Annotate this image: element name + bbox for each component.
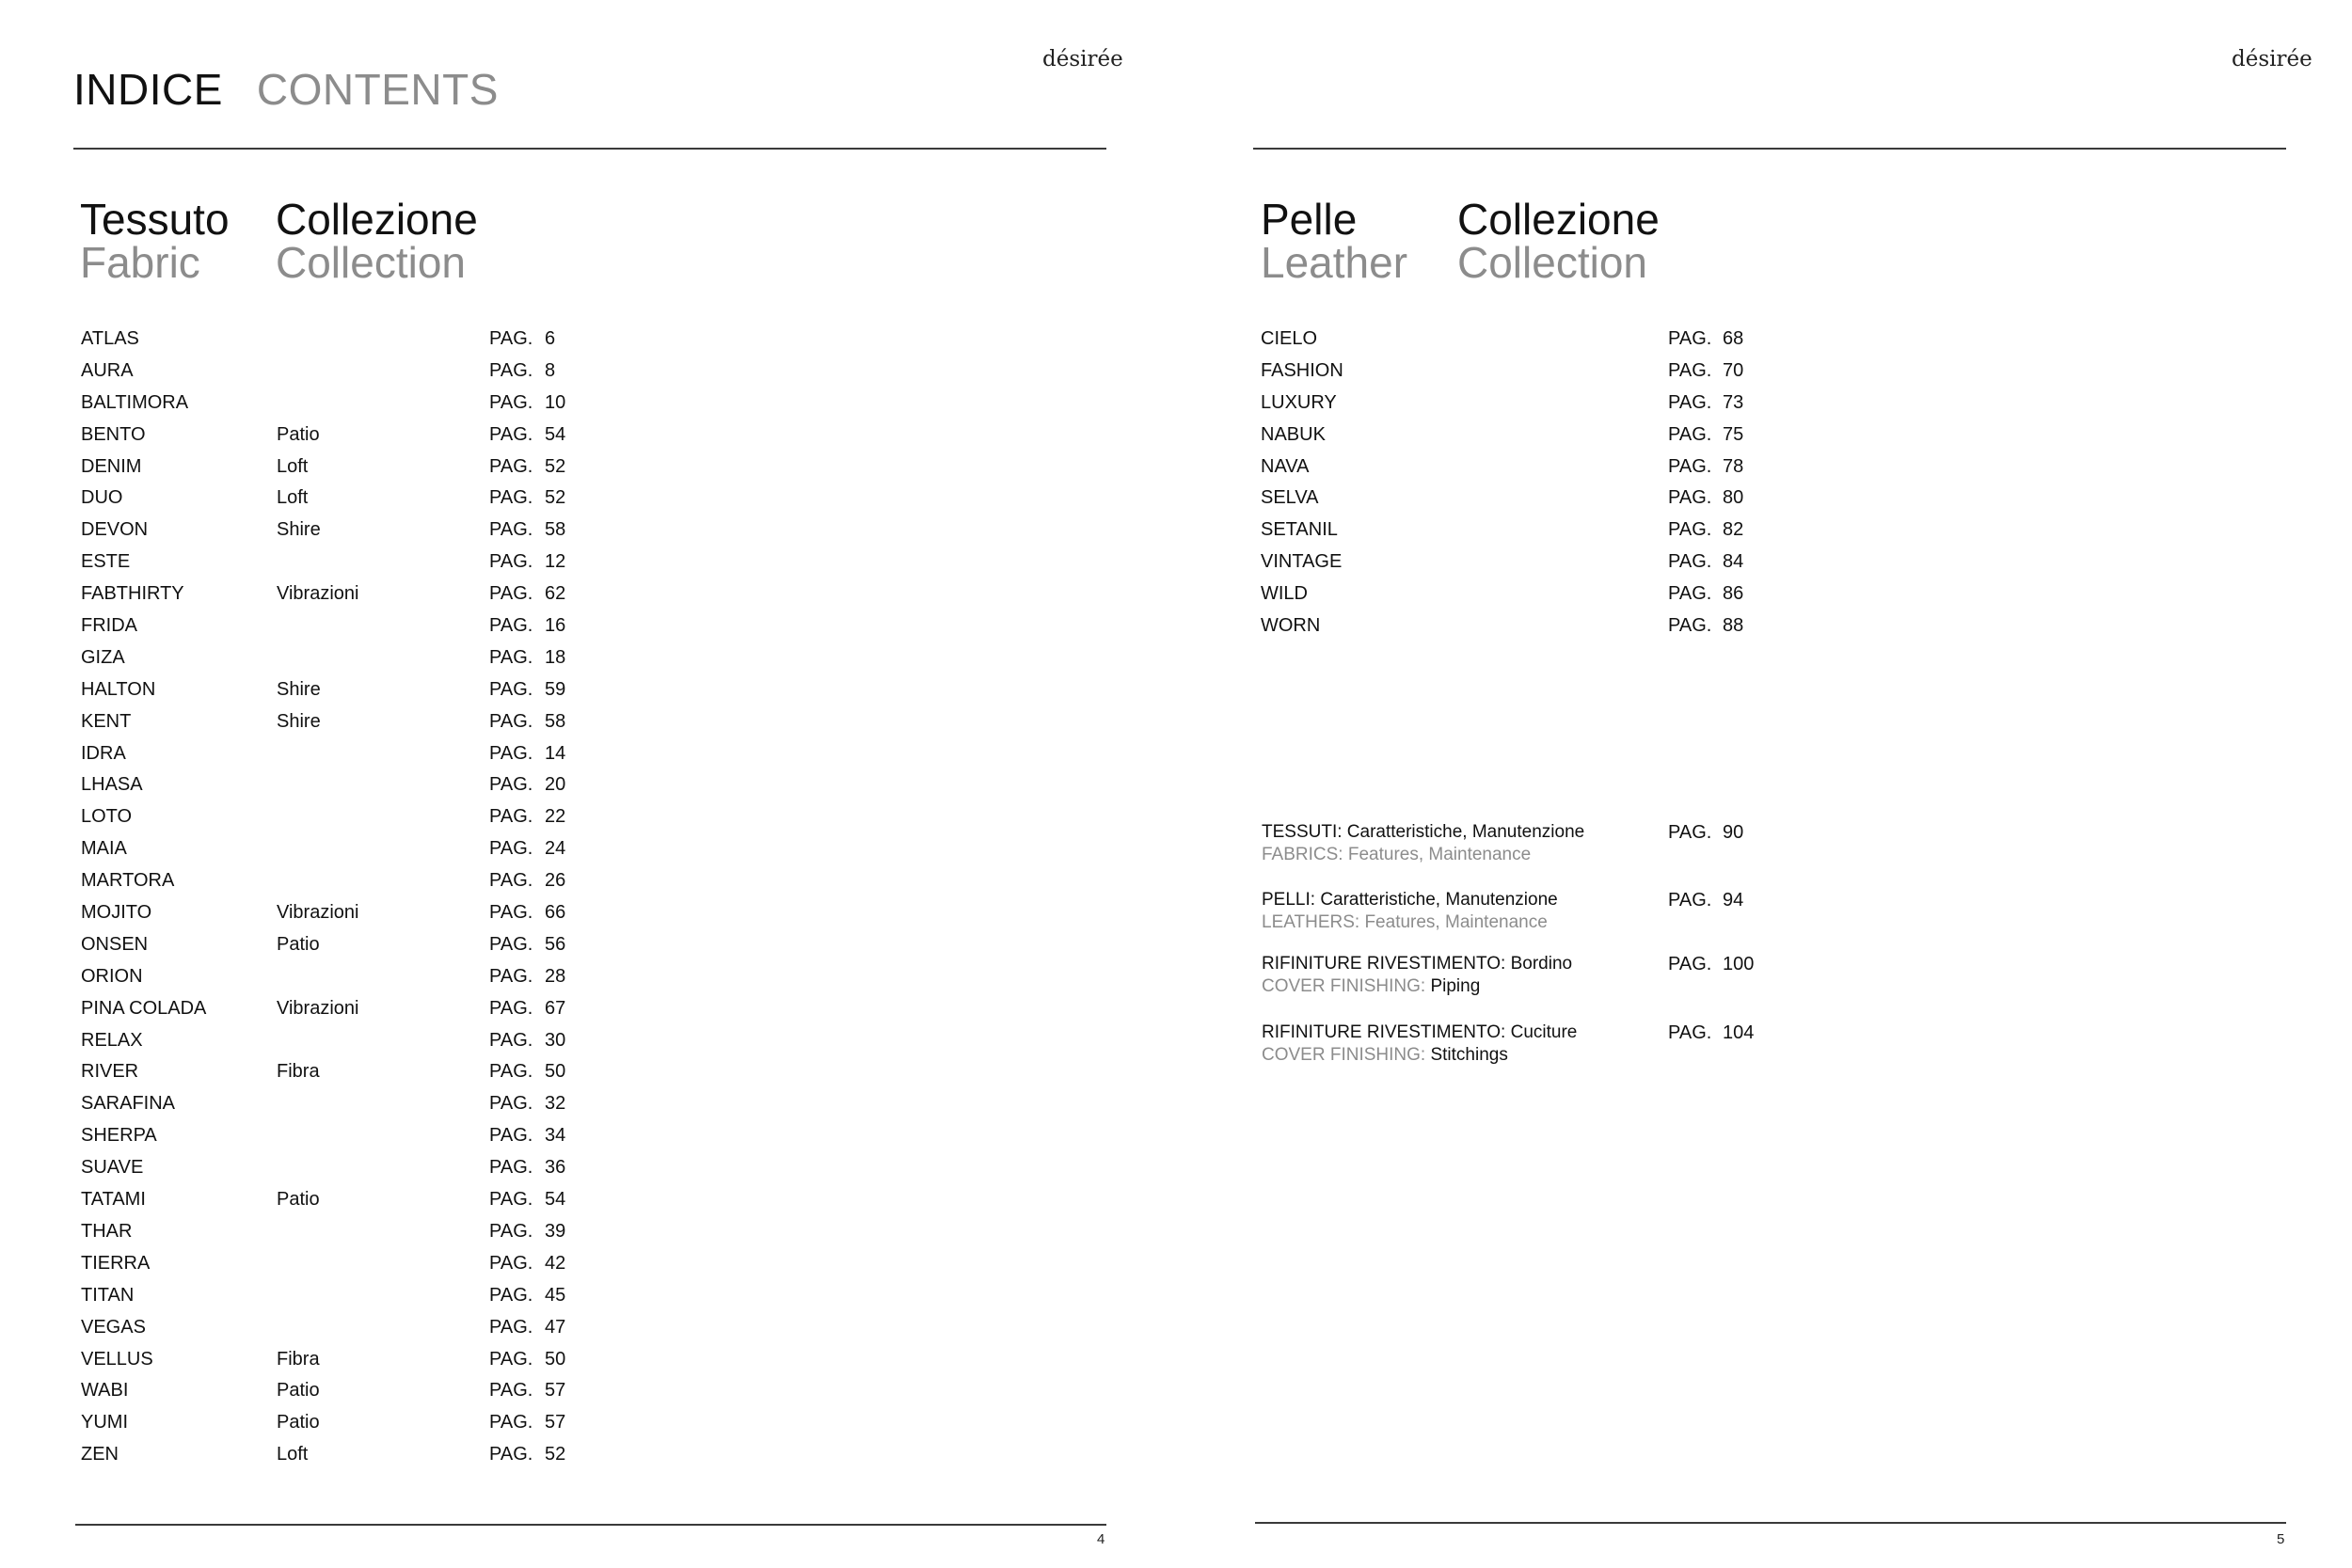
collection-name: Patio <box>277 1380 320 1402</box>
page-label: PAG. <box>489 838 533 860</box>
page-label: PAG. <box>489 1029 533 1051</box>
collection-name: Loft <box>277 455 309 477</box>
appendix-entry <box>1262 1022 1826 1067</box>
page-ref: 66 <box>545 902 566 924</box>
fabric-name: ORION <box>81 965 143 987</box>
page-ref: 88 <box>1723 615 1744 637</box>
page-label: PAG. <box>489 806 533 828</box>
page-ref: 14 <box>545 742 566 764</box>
page-label: PAG. <box>489 359 533 381</box>
page-ref: 42 <box>545 1252 566 1274</box>
entry-english-label: FABRICS: Features, Maintenance <box>1262 845 1532 864</box>
page-label: PAG. <box>1668 487 1712 509</box>
page-ref: 84 <box>1723 551 1744 573</box>
leather-name: SELVA <box>1261 487 1319 509</box>
page-label: PAG. <box>489 1284 533 1306</box>
fabric-name: SHERPA <box>81 1125 157 1147</box>
fabric-name: RIVER <box>81 1061 139 1083</box>
appendix-entry <box>1262 953 1826 998</box>
fabric-name: GIZA <box>81 646 125 668</box>
collection-name: Patio <box>277 423 320 445</box>
fabric-name: DENIM <box>81 455 142 477</box>
page-ref: 54 <box>545 1189 566 1211</box>
page-label: PAG. <box>489 1125 533 1147</box>
page-ref: 67 <box>545 997 566 1019</box>
page-ref: 10 <box>545 391 566 413</box>
page-ref: 6 <box>545 328 556 349</box>
brand-logo: désirée <box>1042 47 1123 71</box>
page-label: PAG. <box>489 487 533 509</box>
leather-name: NABUK <box>1261 423 1326 445</box>
title-english: CONTENTS <box>256 65 499 114</box>
leather-name: CIELO <box>1261 328 1318 349</box>
heading-english: Leather <box>1261 238 1408 287</box>
page-label: PAG. <box>1668 551 1712 573</box>
collection-name: Fibra <box>277 1348 320 1370</box>
page-label: PAG. <box>1668 615 1712 637</box>
right-page <box>1176 0 2352 1568</box>
leather-name: WILD <box>1261 583 1308 605</box>
column-heading-collection <box>1457 195 1660 287</box>
page-label: PAG. <box>1668 519 1712 541</box>
page-label: PAG. <box>489 997 533 1019</box>
collection-name: Loft <box>277 487 309 509</box>
brand-logo: désirée <box>2232 47 2312 71</box>
entry-italian: RIFINITURE RIVESTIMENTO: Bordino <box>1262 954 1573 974</box>
page-ref: 94 <box>1723 890 1744 911</box>
page-ref: 22 <box>545 806 566 828</box>
fabric-name: MOJITO <box>81 902 152 924</box>
page-ref: 45 <box>545 1284 566 1306</box>
collection-name: Patio <box>277 1412 320 1433</box>
bottom-divider <box>75 1524 1106 1526</box>
fabric-name: DUO <box>81 487 123 509</box>
page-ref: 104 <box>1723 1022 1755 1043</box>
fabric-name: BENTO <box>81 423 146 445</box>
entry-english-label: COVER FINISHING: <box>1262 1045 1426 1065</box>
fabric-name: ZEN <box>81 1444 119 1465</box>
page-label: PAG. <box>489 1444 533 1465</box>
page-label: PAG. <box>489 774 533 796</box>
page-label: PAG. <box>1668 954 1712 974</box>
page-ref: 52 <box>545 1444 566 1465</box>
fabric-name: MARTORA <box>81 870 175 892</box>
leather-name: SETANIL <box>1261 519 1338 541</box>
top-divider <box>1253 148 2286 150</box>
page-label: PAG. <box>489 1189 533 1211</box>
page-label: PAG. <box>1668 455 1712 477</box>
leather-name: VINTAGE <box>1261 551 1343 573</box>
fabric-name: ATLAS <box>81 328 139 349</box>
column-heading-leather <box>1261 195 1408 287</box>
page-ref: 18 <box>545 646 566 668</box>
page-label: PAG. <box>489 1157 533 1179</box>
page-label: PAG. <box>489 423 533 445</box>
collection-name: Shire <box>277 519 321 541</box>
page-label: PAG. <box>1668 583 1712 605</box>
fabric-name: DEVON <box>81 519 149 541</box>
leather-name: WORN <box>1261 615 1321 637</box>
column-heading-fabric <box>80 195 230 287</box>
collection-name: Loft <box>277 1444 309 1465</box>
page-title <box>73 64 499 115</box>
page-ref: 16 <box>545 615 566 637</box>
page-label: PAG. <box>1668 890 1712 911</box>
page-label: PAG. <box>489 678 533 700</box>
collection-name: Fibra <box>277 1061 320 1083</box>
page-label: PAG. <box>489 646 533 668</box>
page-label: PAG. <box>489 1061 533 1083</box>
page-label: PAG. <box>489 902 533 924</box>
page-label: PAG. <box>489 519 533 541</box>
page-ref: 20 <box>545 774 566 796</box>
entry-english <box>1262 844 1826 866</box>
leather-name: LUXURY <box>1261 391 1337 413</box>
fabric-name: VELLUS <box>81 1348 153 1370</box>
page-ref: 30 <box>545 1029 566 1051</box>
entry-english <box>1262 1044 1826 1067</box>
appendix-entry <box>1262 889 1826 934</box>
page-ref: 34 <box>545 1125 566 1147</box>
page-label: PAG. <box>489 1093 533 1115</box>
fabric-name: VEGAS <box>81 1316 146 1338</box>
fabric-name: TIERRA <box>81 1252 151 1274</box>
page-ref: 68 <box>1723 328 1744 349</box>
page-label: PAG. <box>489 391 533 413</box>
entry-italian: TESSUTI: Caratteristiche, Manutenzione <box>1262 822 1585 842</box>
collection-name: Vibrazioni <box>277 902 359 924</box>
page-ref: 36 <box>545 1157 566 1179</box>
entry-english <box>1262 975 1826 998</box>
page-ref: 57 <box>545 1380 566 1402</box>
column-heading-collection <box>276 195 478 287</box>
entry-italian: PELLI: Caratteristiche, Manutenzione <box>1262 890 1558 910</box>
page-number: 5 <box>2277 1531 2285 1547</box>
appendix-entry <box>1262 821 1826 866</box>
page-ref: 52 <box>545 487 566 509</box>
page-ref: 86 <box>1723 583 1744 605</box>
entry-english-value: Piping <box>1430 976 1481 996</box>
page-label: PAG. <box>489 870 533 892</box>
page-label: PAG. <box>489 583 533 605</box>
page-ref: 39 <box>545 1220 566 1242</box>
page-ref: 75 <box>1723 423 1744 445</box>
fabric-name: YUMI <box>81 1412 128 1433</box>
page-label: PAG. <box>1668 423 1712 445</box>
collection-name: Patio <box>277 1189 320 1211</box>
page-ref: 58 <box>545 519 566 541</box>
page-label: PAG. <box>489 615 533 637</box>
page-ref: 73 <box>1723 391 1744 413</box>
page-label: PAG. <box>489 1220 533 1242</box>
fabric-name: SUAVE <box>81 1157 144 1179</box>
page-label: PAG. <box>489 455 533 477</box>
page-ref: 58 <box>545 710 566 732</box>
page-ref: 47 <box>545 1316 566 1338</box>
fabric-name: SARAFINA <box>81 1093 176 1115</box>
heading-italian: Collezione <box>276 195 478 244</box>
fabric-name: WABI <box>81 1380 129 1402</box>
heading-italian: Pelle <box>1261 195 1358 244</box>
heading-english: Collection <box>276 238 466 287</box>
page-label: PAG. <box>489 1252 533 1274</box>
entry-english-value: Stitchings <box>1430 1045 1508 1065</box>
fabric-name: PINA COLADA <box>81 997 207 1019</box>
page-ref: 57 <box>545 1412 566 1433</box>
page-ref: 82 <box>1723 519 1744 541</box>
page-ref: 100 <box>1723 954 1755 974</box>
fabric-name: AURA <box>81 359 134 381</box>
page-ref: 32 <box>545 1093 566 1115</box>
page-label: PAG. <box>1668 391 1712 413</box>
page-ref: 80 <box>1723 487 1744 509</box>
fabric-name: LOTO <box>81 806 133 828</box>
entry-english-label: COVER FINISHING: <box>1262 976 1426 996</box>
page-ref: 70 <box>1723 359 1744 381</box>
collection-name: Patio <box>277 933 320 955</box>
entry-english <box>1262 911 1826 934</box>
fabric-name: THAR <box>81 1220 133 1242</box>
fabric-name: ONSEN <box>81 933 149 955</box>
page-ref: 50 <box>545 1061 566 1083</box>
heading-english: Collection <box>1457 238 1647 287</box>
entry-italian: RIFINITURE RIVESTIMENTO: Cuciture <box>1262 1022 1578 1042</box>
fabric-name: ESTE <box>81 551 131 573</box>
page-ref: 78 <box>1723 455 1744 477</box>
page-label: PAG. <box>489 933 533 955</box>
fabric-name: KENT <box>81 710 132 732</box>
page-label: PAG. <box>489 1412 533 1433</box>
title-italian: INDICE <box>73 65 223 114</box>
leather-name: NAVA <box>1261 455 1310 477</box>
top-divider <box>73 148 1106 150</box>
page-label: PAG. <box>489 1380 533 1402</box>
page-label: PAG. <box>1668 822 1712 843</box>
page-number: 4 <box>1097 1531 1105 1547</box>
page-label: PAG. <box>1668 359 1712 381</box>
collection-name: Shire <box>277 710 321 732</box>
fabric-name: MAIA <box>81 838 127 860</box>
page-label: PAG. <box>1668 1022 1712 1043</box>
page-label: PAG. <box>489 742 533 764</box>
bottom-divider <box>1255 1522 2286 1524</box>
page-label: PAG. <box>489 551 533 573</box>
page-label: PAG. <box>489 1316 533 1338</box>
page-label: PAG. <box>489 965 533 987</box>
fabric-name: BALTIMORA <box>81 391 189 413</box>
page-ref: 56 <box>545 933 566 955</box>
collection-name: Vibrazioni <box>277 583 359 605</box>
fabric-name: IDRA <box>81 742 126 764</box>
page-label: PAG. <box>489 328 533 349</box>
heading-italian: Collezione <box>1457 195 1660 244</box>
page-label: PAG. <box>489 1348 533 1370</box>
collection-name: Vibrazioni <box>277 997 359 1019</box>
fabric-name: TITAN <box>81 1284 135 1306</box>
page-ref: 12 <box>545 551 566 573</box>
collection-name: Shire <box>277 678 321 700</box>
entry-english-label: LEATHERS: Features, Maintenance <box>1262 912 1548 932</box>
fabric-name: HALTON <box>81 678 156 700</box>
fabric-name: RELAX <box>81 1029 143 1051</box>
page-ref: 52 <box>545 455 566 477</box>
page-label: PAG. <box>489 710 533 732</box>
page-ref: 24 <box>545 838 566 860</box>
fabric-name: FABTHIRTY <box>81 583 184 605</box>
page-ref: 54 <box>545 423 566 445</box>
fabric-name: FRIDA <box>81 615 137 637</box>
fabric-name: LHASA <box>81 774 143 796</box>
heading-italian: Tessuto <box>80 195 230 244</box>
page-ref: 28 <box>545 965 566 987</box>
page-ref: 62 <box>545 583 566 605</box>
heading-english: Fabric <box>80 238 200 287</box>
page-ref: 26 <box>545 870 566 892</box>
page-ref: 8 <box>545 359 556 381</box>
page-ref: 50 <box>545 1348 566 1370</box>
page-ref: 59 <box>545 678 566 700</box>
page-label: PAG. <box>1668 328 1712 349</box>
leather-name: FASHION <box>1261 359 1343 381</box>
page-ref: 90 <box>1723 822 1744 843</box>
fabric-name: TATAMI <box>81 1189 146 1211</box>
